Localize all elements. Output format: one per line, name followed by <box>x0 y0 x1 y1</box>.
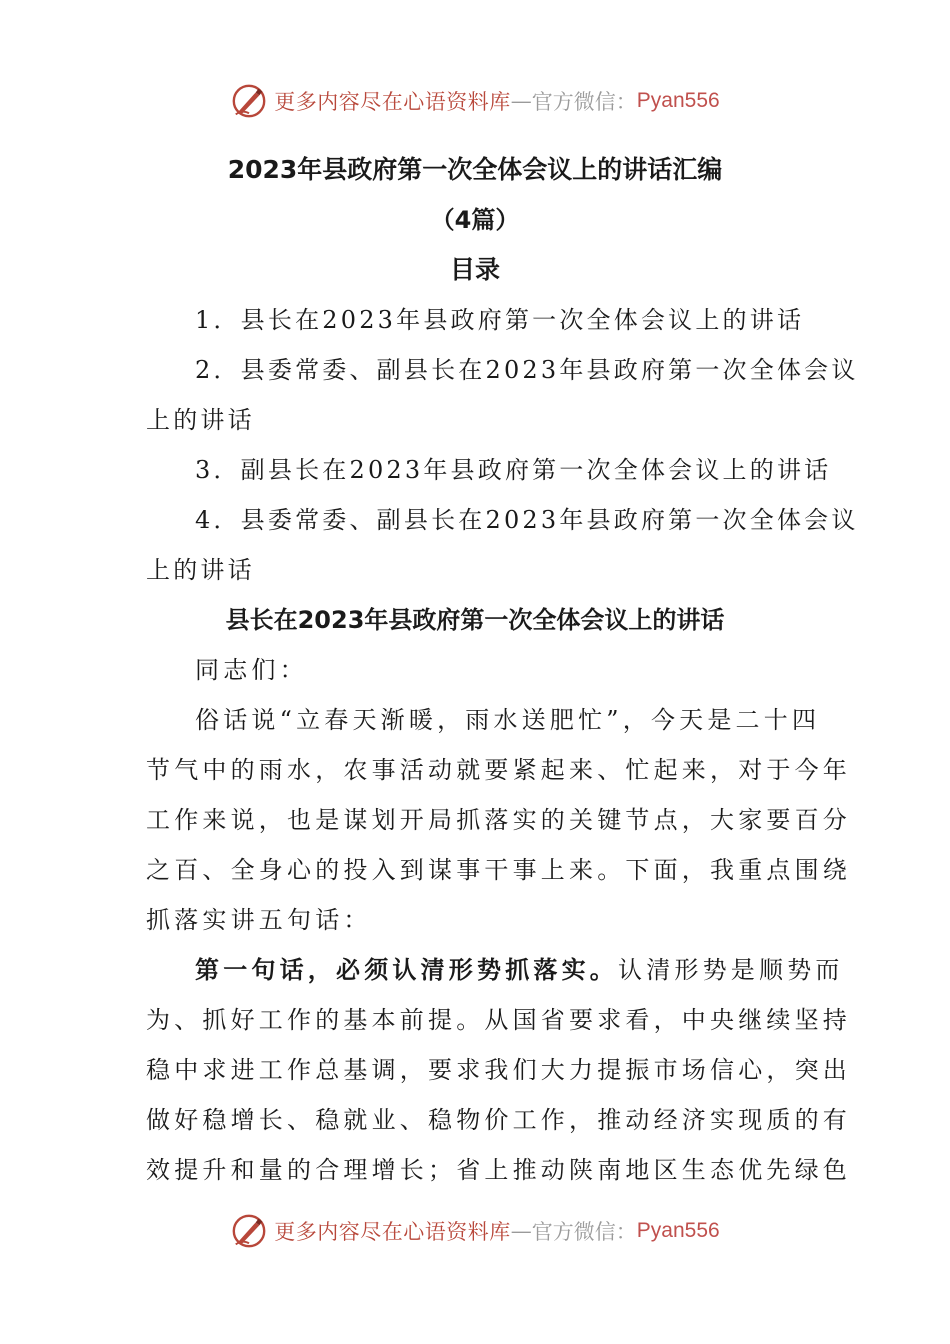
toc-item-4-cont[interactable]: 上的讲话 <box>146 556 255 584</box>
paragraph-1-line-4: 之百、全身心的投入到谋事干事上来。下面，我重点围绕 <box>146 856 851 884</box>
document-subtitle: （4篇） <box>430 206 520 234</box>
paragraph-1-line-5: 抓落实讲五句话： <box>146 906 372 934</box>
paragraph-2-line-2: 为、抓好工作的基本前提。从国省要求看，中央继续坚持 <box>146 1006 851 1034</box>
banner-text: 更多内容尽在心语资料库 <box>274 90 511 114</box>
banner-wechat-id: Pyan556 <box>636 89 720 112</box>
banner-text: 更多内容尽在心语资料库 <box>274 1220 511 1244</box>
banner-dash: — <box>510 89 532 113</box>
toc-item-1[interactable]: 1．县长在2023年县政府第一次全体会议上的讲话 <box>195 306 805 334</box>
document-title: 2023年县政府第一次全体会议上的讲话汇编 <box>227 155 723 184</box>
paragraph-2-line-3: 稳中求进工作总基调，要求我们大力提振市场信心，突出 <box>146 1056 851 1084</box>
paragraph-2-lead: 第一句话，必须认清形势抓落实。 <box>195 956 618 984</box>
paragraph-2-line-5: 效提升和量的合理增长；省上推动陕南地区生态优先绿色 <box>146 1156 851 1184</box>
greeting: 同志们： <box>195 656 308 684</box>
paragraph-2-line-1-text: 认清形势是顺势而 <box>618 956 844 984</box>
banner-dash: — <box>510 1219 532 1243</box>
toc-item-2-cont[interactable]: 上的讲话 <box>146 406 255 434</box>
toc-item-4[interactable]: 4．县委常委、副县长在2023年县政府第一次全体会议 <box>195 506 859 534</box>
banner-wechat-id: Pyan556 <box>636 1219 720 1242</box>
paragraph-2-line-1 <box>195 955 844 985</box>
pen-logo-icon <box>230 1212 268 1250</box>
paragraph-1-line-3: 工作来说，也是谋划开局抓落实的关键节点，大家要百分 <box>146 806 851 834</box>
banner-wechat-label: 官方微信： <box>531 1220 637 1244</box>
paragraph-1-line-2: 节气中的雨水，农事活动就要紧起来、忙起来，对于今年 <box>146 756 851 784</box>
toc-item-2[interactable]: 2．县委常委、副县长在2023年县政府第一次全体会议 <box>195 356 859 384</box>
paragraph-2-line-4: 做好稳增长、稳就业、稳物价工作，推动经济实现质的有 <box>146 1106 851 1134</box>
section-heading: 县长在2023年县政府第一次全体会议上的讲话 <box>225 606 725 634</box>
pen-logo-icon <box>230 82 268 120</box>
header-banner <box>0 78 950 124</box>
toc-heading: 目录 <box>449 255 500 284</box>
banner-wechat-label: 官方微信： <box>531 90 637 114</box>
toc-item-3[interactable]: 3．副县长在2023年县政府第一次全体会议上的讲话 <box>195 456 832 484</box>
footer-banner <box>0 1208 950 1254</box>
paragraph-1-line-1: 俗话说“立春天渐暖，雨水送肥忙”，今天是二十四 <box>195 706 821 734</box>
